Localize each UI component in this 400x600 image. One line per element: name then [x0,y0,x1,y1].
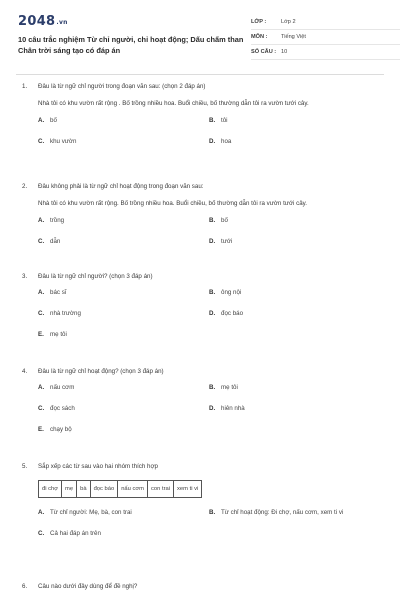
option-text: Từ chỉ người: Mẹ, bà, con trai [50,509,132,516]
option-text: tưới [221,238,233,245]
word-cell: đi chợ [39,481,62,498]
answer-option-c[interactable] [38,405,209,413]
answer-options [38,117,380,146]
question-number: 6. [22,583,28,590]
document-title: 10 câu trắc nghiệm Từ chỉ người, chỉ hoạt động; Dấu chấm than Chân trời sáng tạo có đáp án [18,35,244,55]
question-number: 3. [22,273,28,280]
option-letter: C. [38,405,45,412]
question-2 [22,182,380,246]
answer-option-a[interactable] [38,384,209,392]
word-cell: bà [77,481,90,498]
option-text: mẹ tôi [50,331,67,338]
word-cell: mẹ [62,481,77,498]
option-letter: B. [209,217,216,224]
question-passage: Nhà tôi có khu vườn rất rộng. Bố trồng nhiều hoa. Buổi chiều, bố thường dẫn tôi ra vườn tưới cây. [38,200,307,207]
option-letter: A. [38,384,45,391]
answer-option-b[interactable] [209,117,380,125]
question-text: Đâu là từ ngữ chỉ người trong đoạn văn sau: (chọn 2 đáp án) [38,83,206,90]
word-cell: con trai [148,481,174,498]
option-letter: B. [209,509,216,516]
option-text: Từ chỉ hoạt động: Đi chợ, nấu cơm, xem ti vi [221,509,344,516]
option-text: dẫn [50,238,61,245]
answer-option-a[interactable] [38,117,209,125]
option-letter: E. [38,331,44,338]
answer-option-d[interactable] [209,310,380,318]
answer-option-a[interactable] [38,289,209,297]
option-text: Cả hai đáp án trên [50,530,101,537]
question-number: 5. [22,463,28,470]
meta-row-grade [251,15,400,30]
option-letter: D. [209,138,216,145]
question-1 [22,82,380,146]
question-number: 4. [22,368,28,375]
option-text: mẹ tôi [221,384,238,391]
option-text: trồng [50,217,65,224]
option-letter: C. [38,530,45,537]
option-letter: D. [209,405,216,412]
answer-options [38,509,380,538]
option-letter: A. [38,509,45,516]
option-text: hiên nhà [221,405,245,412]
question-number: 1. [22,83,28,90]
question-passage: Nhà tôi có khu vườn rất rộng . Bố trồng nhiều hoa. Buổi chiều, bố thường dẫn tôi ra vườn tưới cây. [38,100,309,107]
answer-option-d[interactable] [209,138,380,146]
option-text: tôi [221,117,228,124]
answer-option-c[interactable] [38,138,209,146]
header-divider [16,74,384,75]
answer-option-b[interactable] [209,217,380,225]
question-text: Đâu là từ ngữ chỉ người? (chọn 3 đáp án) [38,273,153,280]
option-letter: B. [209,289,216,296]
meta-value: Tiếng Việt [281,34,306,40]
answer-options [38,217,380,246]
meta-row-question-count [251,45,400,60]
word-table [38,480,202,498]
question-text: Đâu là từ ngữ chỉ hoạt động? (chọn 3 đáp án) [38,368,164,375]
question-4 [22,367,380,434]
answer-option-e[interactable] [38,331,209,339]
answer-option-d[interactable] [209,238,380,246]
answer-option-b[interactable] [209,384,380,392]
logo-suffix: .vn [56,19,68,26]
option-text: ông nội [221,289,242,296]
option-letter: A. [38,217,45,224]
option-text: nấu cơm [50,384,75,391]
meta-key: MÔN : [251,34,268,40]
option-letter: A. [38,289,45,296]
meta-row-subject [251,30,400,45]
question-text: Đâu không phải là từ ngữ chỉ hoạt động trong đoạn văn sau: [38,183,204,190]
option-letter: B. [209,384,216,391]
question-3 [22,272,380,339]
meta-value: 10 [281,49,288,55]
answer-option-c[interactable] [38,530,380,538]
option-text: đọc báo [221,310,244,317]
document-header [16,12,384,72]
answer-option-d[interactable] [209,405,380,413]
question-6 [22,582,380,591]
answer-option-a[interactable] [38,509,209,517]
answer-options [38,384,380,434]
meta-key: LỚP : [251,19,267,25]
document-meta [251,15,400,60]
option-letter: D. [209,238,216,245]
option-letter: C. [38,238,45,245]
option-letter: A. [38,117,45,124]
site-logo[interactable] [18,14,68,29]
option-text: hoa [221,138,232,145]
option-text: bố [50,117,57,124]
answer-option-b[interactable] [209,289,380,297]
option-text: đọc sách [50,405,75,412]
option-letter: C. [38,310,45,317]
option-letter: B. [209,117,216,124]
option-letter: C. [38,138,45,145]
question-5 [22,462,380,538]
word-cell: xem ti vi [174,481,202,498]
logo-text: 2048 [18,14,56,29]
option-letter: E. [38,426,44,433]
word-cell: nấu cơm [118,481,148,498]
option-text: bác sĩ [50,289,67,296]
answer-options [38,289,380,339]
answer-option-b[interactable] [209,509,380,517]
option-text: khu vườn [50,138,77,145]
question-text: Câu nào dưới đây dùng để đề nghị? [38,583,138,590]
option-text: bố [221,217,228,224]
question-number: 2. [22,183,28,190]
word-cell: đọc báo [90,481,118,498]
answer-option-e[interactable] [38,426,209,434]
question-text: Sắp xếp các từ sau vào hai nhóm thích hợp [38,463,158,470]
option-letter: D. [209,310,216,317]
option-text: nhà trường [50,310,81,317]
answer-option-a[interactable] [38,217,209,225]
meta-value: Lớp 2 [281,19,296,25]
answer-option-c[interactable] [38,310,209,318]
answer-option-c[interactable] [38,238,209,246]
option-text: chạy bộ [50,426,72,433]
meta-key: SỐ CÂU : [251,49,277,55]
